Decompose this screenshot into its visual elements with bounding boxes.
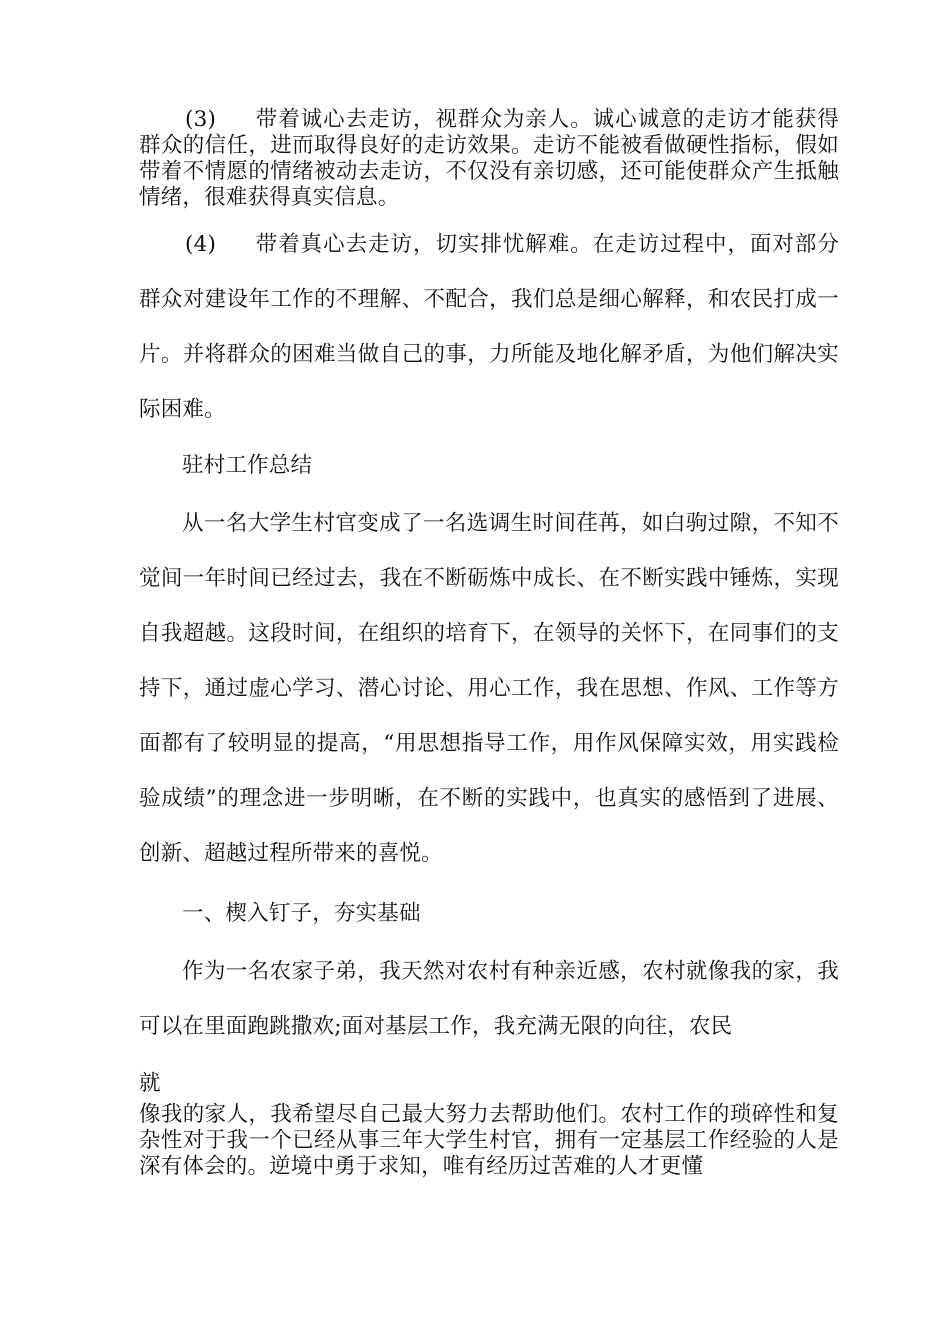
paragraph-text: 带着真心去走访，切实排忧解难。在走访过程中，面对部分群众对建设年工作的不理解、不配合，我们总是细心解释，和农民打成一片。并将群众的困难当做自己的事，力所能及地化解矛盾，为他们解决实际困难。 — [139, 232, 839, 422]
paragraph-4 — [139, 217, 839, 437]
paragraph-3 — [139, 107, 839, 211]
section-title: 驻村工作总结 — [182, 453, 313, 478]
paragraph-farm-tail: 就 — [139, 1071, 161, 1096]
paragraph-farm: 作为一名农家子弟，我天然对农村有种亲近感，农村就像我的家，我可以在里面跑跳撒欢;面对基层工作，我充满无限的向往，农民 — [139, 959, 839, 1039]
paragraph-text: 带着诚心去走访，视群众为亲人。诚心诚意的走访才能获得群众的信任，进而取得良好的走访效果。走访不能被看做硬性指标，假如带着不情愿的情绪被动去走访，不仅没有亲切感，还可能使群众产生抵触情绪，很难获得真实信息。 — [139, 107, 839, 210]
intro-paragraph: 从一名大学生村官变成了一名选调生时间荏苒，如白驹过隙，不知不觉间一年时间已经过去，我在不断砺炼中成长、在不断实践中锤炼，实现自我超越。这段时间，在组织的培育下，在领导的关怀下，在同事们的支持下，通过虚心学习、潜心讨论、用心工作，我在思想、作风、工作等方面都有了较明显的提高，“用思想指导工作，用作风保障实效，用实践检验成绩”的理念进一步明晰，在不断的实践中，也真实的感悟到了进展、创新、超越过程所带来的喜悦。 — [139, 511, 839, 866]
paragraph-number: (3) — [185, 107, 217, 132]
subheading-one: 一、楔入钉子，夯实基础 — [182, 901, 421, 926]
paragraph-continue: 像我的家人，我希望尽自己最大努力去帮助他们。农村工作的琐碎性和复杂性对于我一个已经从事三年大学生村官，拥有一定基层工作经验的人是深有体会的。逆境中勇于求知，唯有经历过苦难的人才更懂 — [139, 1102, 839, 1179]
paragraph-number: (4) — [185, 232, 217, 257]
